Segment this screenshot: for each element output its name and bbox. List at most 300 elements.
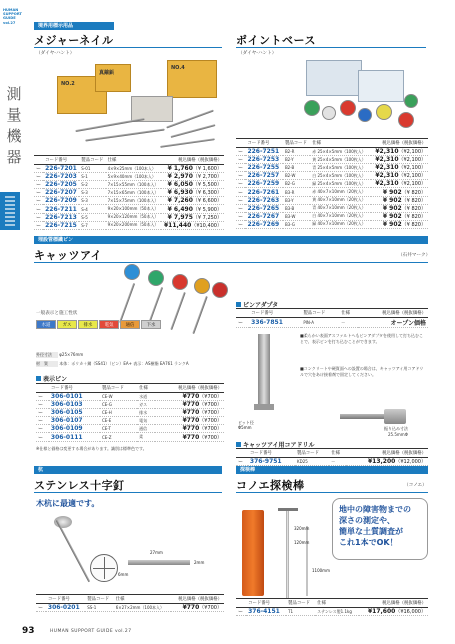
page-footer <box>0 622 455 644</box>
price-tax-excluded: （¥10,400） <box>191 222 222 229</box>
spec: 9×20×100mm（50本入） <box>106 205 162 213</box>
spec: 9×20×200mm（50本入） <box>106 221 162 229</box>
spec: 赤 40×7×10mm（20枚入） <box>310 188 370 196</box>
color-chip: 電気 <box>99 320 119 329</box>
product-code: 336-7851 <box>249 318 301 328</box>
product-code: 376-4151 <box>246 608 286 616</box>
price-tax-excluded: （¥ 6,300） <box>192 190 222 197</box>
col-header: コード番号 <box>43 156 79 165</box>
col-header: 税込価格（税抜価格） <box>371 139 428 148</box>
price <box>161 213 224 221</box>
spec: 水道 <box>137 393 155 401</box>
row-mark: ー <box>36 417 49 425</box>
price-value: ¥ 902 <box>382 204 402 212</box>
price-tax-excluded: （¥ 2,700） <box>192 174 222 181</box>
price-tax-excluded: （¥700） <box>199 418 222 425</box>
price-value: ¥770 <box>182 401 200 409</box>
spec: 白 25×4×5mm（100枚入） <box>310 172 370 180</box>
probe-handle <box>278 508 298 511</box>
model-code: B3-G <box>283 220 310 228</box>
price <box>155 393 224 401</box>
red-pin-cap <box>212 282 228 298</box>
stainless-nail-photo <box>40 510 220 590</box>
price-value: ¥770 <box>182 393 200 401</box>
pin-shaft <box>192 296 208 334</box>
price <box>161 173 224 181</box>
col-header <box>36 384 49 393</box>
measure-nail-photo <box>55 58 223 153</box>
dim-label: 2mm <box>194 560 205 565</box>
product-code: 306-0107 <box>49 417 100 425</box>
price <box>371 172 428 180</box>
price-tax-excluded: （¥ 5,900） <box>192 206 222 213</box>
product-code: 226-7213 <box>43 213 79 221</box>
spec: 5×9×40mm（100本入） <box>106 173 162 181</box>
cone-probe-table <box>236 598 428 616</box>
red-pin-cap <box>172 274 188 290</box>
model-code: B2-W <box>283 172 310 180</box>
nail-side-view <box>128 560 190 565</box>
white-disk <box>322 106 336 120</box>
product-code: 226-7255 <box>245 164 282 172</box>
callout-line: これ1本でOK！ <box>339 538 398 547</box>
table-row <box>236 156 428 164</box>
model-code: CE-W <box>100 393 137 401</box>
price <box>155 401 224 409</box>
spec: ガス <box>137 401 155 409</box>
spec: 青 25×4×5mm（100枚入） <box>310 164 370 172</box>
price-value: ¥2,310 <box>375 164 399 172</box>
color-chip: 通信 <box>120 320 140 329</box>
table-row <box>34 189 224 197</box>
price-tax-excluded: （¥700） <box>199 434 222 441</box>
row-mark: ー <box>34 173 43 181</box>
box-label: NO.4 <box>171 65 185 71</box>
col-header <box>236 139 245 148</box>
product-code: 226-7269 <box>245 220 282 228</box>
dim-label <box>238 420 254 430</box>
title-rule <box>34 492 222 493</box>
col-header: 製品コード <box>79 156 105 165</box>
price-tax-excluded: （¥2,100） <box>398 157 426 164</box>
material-row <box>36 361 222 367</box>
section-heading <box>36 374 67 383</box>
category-bar: 埋設管標識ピン <box>34 236 428 244</box>
product-code: 226-7211 <box>43 205 79 213</box>
price <box>359 608 428 616</box>
model-code: S-3 <box>79 197 105 205</box>
price-value: ¥ 6,930 <box>167 189 193 197</box>
product-code: 226-7251 <box>245 148 282 156</box>
row-mark: ー <box>36 425 49 433</box>
table-row <box>236 220 428 228</box>
col-header: 仕様 <box>315 599 358 608</box>
model-code: CE-H <box>100 409 137 417</box>
col-header: 税込価格（税抜価格） <box>346 449 428 458</box>
price-value: ¥ 7,975 <box>167 213 193 221</box>
green-disk <box>404 94 418 108</box>
row-mark: ー <box>236 196 245 204</box>
table-row <box>236 204 428 212</box>
drill-head <box>384 409 406 424</box>
green-disk <box>304 100 320 116</box>
box-label: NO.2 <box>61 81 75 87</box>
price-tax-excluded: （¥700） <box>199 605 222 612</box>
product-code: 226-7215 <box>43 221 79 229</box>
table-row <box>36 401 224 409</box>
row-mark: ー <box>36 604 46 612</box>
row-mark: ー <box>236 180 245 188</box>
col-header: 製品コード <box>301 309 339 318</box>
product-title: メジャーネイル <box>34 34 114 47</box>
model-code: S-7 <box>79 221 105 229</box>
spec: 電気 <box>137 417 155 425</box>
index-tab[interactable] <box>0 192 20 230</box>
price <box>371 188 428 196</box>
price-value: ¥2,310 <box>375 148 399 156</box>
price-value: ¥ 7,260 <box>167 197 193 205</box>
title-rule <box>34 47 222 48</box>
dim-label: 27mm <box>150 550 163 555</box>
dim-label: 320mm <box>294 526 310 531</box>
product-box <box>306 60 362 96</box>
section-heading-text: キャッツアイ用コアドリル <box>243 442 315 449</box>
tagline: 木杭に最適です。 <box>36 499 100 508</box>
col-header <box>36 595 46 604</box>
heading-marker <box>236 302 241 307</box>
price-value: ¥ 902 <box>382 220 402 228</box>
table-row <box>236 188 428 196</box>
product-code: 226-7203 <box>43 173 79 181</box>
orange-pin-cap <box>194 278 210 294</box>
category-bar: 境界用標示用品 <box>34 22 114 30</box>
product-code: 226-7265 <box>245 204 282 212</box>
product-code: 306-0111 <box>49 433 100 441</box>
model-code: S-01 <box>79 165 105 173</box>
spec: ー <box>329 458 346 466</box>
price-tax-excluded: （¥ 820） <box>401 221 426 228</box>
spec: 7×15×65mm（100本入） <box>106 189 162 197</box>
heading-marker <box>36 376 41 381</box>
dim-label: 6mm <box>118 572 129 577</box>
product-code: 226-7201 <box>43 165 79 173</box>
row-mark: ー <box>36 433 49 441</box>
nail-shaft <box>56 520 91 583</box>
table-row <box>36 409 224 417</box>
price-value: ¥770 <box>182 604 200 612</box>
price <box>371 212 428 220</box>
vertical-char: 器 <box>6 148 22 166</box>
callout-line: 簡単な土質調査が <box>339 527 403 536</box>
price-tax-excluded: （¥12,000） <box>395 459 426 466</box>
size-label: 外径寸法 <box>36 352 58 358</box>
row-mark: ー <box>34 221 43 229</box>
model-code: CE-E <box>100 417 137 425</box>
table-row <box>34 197 224 205</box>
price <box>171 604 224 612</box>
product-code: 306-0103 <box>49 401 100 409</box>
price-value: ¥ 902 <box>382 188 402 196</box>
product-code: 226-7257 <box>245 172 282 180</box>
nail <box>85 128 164 141</box>
pin-adapter-photo <box>238 330 298 440</box>
table-row <box>36 393 224 401</box>
maker-label: （ダイヤ-ハント） <box>238 51 277 56</box>
price-tax-excluded: （¥ 7,250） <box>192 214 222 221</box>
pin-shaft <box>119 283 135 323</box>
table-row <box>236 458 428 466</box>
col-header: 税込価格（税抜価格） <box>171 595 224 604</box>
table-row <box>36 417 224 425</box>
color-chip: 下水 <box>141 320 161 329</box>
row-mark: ー <box>236 458 248 466</box>
dim-label: 1100mm <box>312 568 330 573</box>
section-vertical-title <box>6 84 22 168</box>
model-code: B2-B <box>283 164 310 172</box>
row-mark: ー <box>34 205 43 213</box>
price-value: ¥ 902 <box>382 212 402 220</box>
color-chip: 水道 <box>36 320 56 329</box>
nail-box <box>95 64 131 92</box>
col-header: 仕様 <box>137 384 155 393</box>
adapter-tip <box>254 404 274 410</box>
vertical-char: 機 <box>6 127 22 145</box>
col-header: 製品コード <box>85 595 114 604</box>
product-code: 226-7205 <box>43 181 79 189</box>
table-row <box>36 604 224 612</box>
model-code: B3-B <box>283 204 310 212</box>
table-row <box>36 425 224 433</box>
feature-callout <box>332 498 428 560</box>
model-code: CE-T <box>100 425 137 433</box>
product-code: 306-0109 <box>49 425 100 433</box>
col-header: 仕様 <box>310 139 370 148</box>
col-header: コード番号 <box>49 384 100 393</box>
title-rule <box>236 492 428 493</box>
price-tax-excluded: （¥ 820） <box>401 213 426 220</box>
box-label: 真鍮鋲 <box>99 70 115 76</box>
price-value: ¥770 <box>182 433 200 441</box>
price-tax-excluded: （¥ 820） <box>401 197 426 204</box>
row-mark: ー <box>236 318 249 328</box>
row-mark: ー <box>34 181 43 189</box>
dim-text: Φ5mm <box>238 425 252 430</box>
chips-caption: 一般表示と施工性状 <box>36 311 78 316</box>
price <box>371 220 428 228</box>
spec: 赤 25×4×5mm（100枚入） <box>310 148 370 156</box>
price-tax-excluded: （¥ 1,600） <box>192 166 222 173</box>
price <box>155 409 224 417</box>
col-header: 税込価格（税抜価格） <box>161 156 224 165</box>
col-header <box>236 599 246 608</box>
model-code: B2-Y <box>283 156 310 164</box>
adapter-body <box>258 334 270 404</box>
col-header: 仕様 <box>329 449 346 458</box>
price <box>371 180 428 188</box>
price-tax-excluded: （¥ 820） <box>401 189 426 196</box>
price-value: ¥ 6,490 <box>167 205 193 213</box>
table-row <box>236 172 428 180</box>
nail-head-top-view <box>90 554 118 582</box>
footnote: ※仕様と価格は変更する場合があります。識別は標準色です。 <box>36 446 147 451</box>
material-label: 材 質 <box>36 361 58 367</box>
color-chip: ガス <box>57 320 77 329</box>
size-value: φ25×76mm <box>59 352 84 357</box>
product-title: コノエ探検棒 <box>236 479 305 492</box>
row-mark: ー <box>236 156 245 164</box>
model-code: S-3 <box>79 189 105 197</box>
row-mark: ー <box>236 204 245 212</box>
product-code: 226-7261 <box>245 188 282 196</box>
product-code: 376-9751 <box>248 458 295 466</box>
stainless-nail-table <box>36 594 224 612</box>
row-mark: ー <box>34 189 43 197</box>
model-code: B2-G <box>283 180 310 188</box>
col-header: コード番号 <box>249 309 301 318</box>
col-header <box>236 309 249 318</box>
cats-eye-table <box>36 383 224 442</box>
table-row <box>34 205 224 213</box>
product-code: 226-7259 <box>245 180 282 188</box>
table-row <box>34 213 224 221</box>
col-header: 税込価格（税抜価格） <box>359 599 428 608</box>
adapter-note: ■柔らかい表面アスファルトへもピンアダプタを使用して打ち込むことで、表示ピンを打ち込むことができます。 <box>300 333 423 344</box>
col-header <box>236 449 248 458</box>
price-tax-excluded: （¥16,000） <box>395 609 426 616</box>
section-heading-text: ピンアダプタ <box>243 302 279 309</box>
col-header: コード番号 <box>245 139 282 148</box>
product-code: 306-0101 <box>49 393 100 401</box>
price-tax-excluded: （¥700） <box>199 394 222 401</box>
model-code: S-1 <box>79 173 105 181</box>
table-row <box>236 180 428 188</box>
price-tax-excluded: （¥2,100） <box>398 181 426 188</box>
table-row <box>34 165 224 173</box>
col-header: コード番号 <box>246 599 286 608</box>
probe-rod <box>286 510 289 598</box>
model-code: PIN-A <box>301 318 339 328</box>
model-code: B3-W <box>283 212 310 220</box>
price-value: ¥ 6,050 <box>167 181 193 189</box>
col-header: 仕様 <box>106 156 162 165</box>
callout-line: 深さの測定や、 <box>339 516 395 525</box>
price <box>161 189 224 197</box>
row-mark: ー <box>236 164 245 172</box>
adapter-note: ■コンクリートや硬質面への設置の場合は、キャッツアイ用コアドリルで穴をあけ接着剤で固定してください。 <box>300 366 424 377</box>
pin-shaft <box>170 292 186 330</box>
price-tax-excluded: （¥ 820） <box>401 205 426 212</box>
model-code: CE-G <box>100 401 137 409</box>
maker-label: （コノエ） <box>404 483 427 488</box>
price <box>155 425 224 433</box>
col-header: 製品コード <box>283 139 310 148</box>
price-tax-excluded: （¥ 6,600） <box>192 198 222 205</box>
price-value: ¥17,600 <box>367 608 396 616</box>
product-box <box>358 70 404 102</box>
price-value: ¥11,440 <box>163 221 192 229</box>
nail <box>171 124 216 138</box>
col-header: 仕様 <box>114 595 172 604</box>
spec: 9×20×120mm（50本入） <box>106 213 162 221</box>
spec: 7×15×75mm（100本入） <box>106 197 162 205</box>
row-mark: ー <box>236 188 245 196</box>
size-row <box>36 352 83 358</box>
maker-label: （ダイヤ-ハント） <box>36 51 75 56</box>
nail <box>160 138 215 148</box>
price-value: ¥ 1,760 <box>167 165 193 173</box>
row-mark: ー <box>34 213 43 221</box>
page-number: 93 <box>22 626 35 636</box>
spec: 緑 25×4×5mm（100枚入） <box>310 180 370 188</box>
blue-disk <box>358 108 372 122</box>
price <box>371 204 428 212</box>
table-row <box>236 212 428 220</box>
product-code: 226-7207 <box>43 189 79 197</box>
price-value: ¥ 2,970 <box>167 173 193 181</box>
row-mark: ー <box>236 608 246 616</box>
spec: 白 40×7×10mm（20枚入） <box>310 212 370 220</box>
point-base-photo <box>300 56 425 136</box>
price-value: ¥770 <box>182 425 200 433</box>
price <box>161 181 224 189</box>
table-row <box>236 608 428 616</box>
sidebar <box>0 0 20 644</box>
blue-pin-cap <box>124 264 140 280</box>
maker-label: （石井マーク） <box>398 253 431 258</box>
model-code: S-2 <box>79 181 105 189</box>
spec: 4×9×25mm（100本入） <box>106 165 162 173</box>
vertical-char: 量 <box>6 106 22 124</box>
product-code: 226-7267 <box>245 212 282 220</box>
model-code: B3-R <box>283 188 310 196</box>
color-chip-row <box>36 320 161 329</box>
product-title: ステンレス十字釘 <box>34 479 125 492</box>
price <box>371 164 428 172</box>
dim-text: 振り込み寸法 <box>384 426 408 431</box>
dim-label: 120mm <box>294 540 310 545</box>
heading-marker <box>236 442 241 447</box>
row-mark: ー <box>236 220 245 228</box>
core-drill-photo <box>340 400 420 434</box>
price-value: ¥ 902 <box>382 196 402 204</box>
spec: 黄 40×7×10mm（20枚入） <box>310 196 370 204</box>
table-row <box>236 318 428 328</box>
spec: 柔 <box>137 433 155 441</box>
col-header: 製品コード <box>286 599 315 608</box>
model-code: B3-Y <box>283 196 310 204</box>
row-mark: ー <box>34 165 43 173</box>
row-mark: ー <box>236 148 245 156</box>
yellow-disk <box>376 104 392 120</box>
col-header: コード番号 <box>46 595 85 604</box>
table-row <box>236 196 428 204</box>
color-chip: 排水 <box>78 320 98 329</box>
price <box>161 221 224 229</box>
model-code: SS-1 <box>85 604 114 612</box>
price-value: ¥770 <box>182 417 200 425</box>
row-mark: ー <box>236 172 245 180</box>
vertical-char: 測 <box>6 85 22 103</box>
row-mark: ー <box>236 212 245 220</box>
price-value: ¥2,310 <box>375 156 399 164</box>
row-mark: ー <box>36 393 49 401</box>
price <box>161 165 224 173</box>
spec: 通信 <box>137 425 155 433</box>
price-tax-excluded: （¥2,100） <box>398 149 426 156</box>
probe-rod <box>306 526 308 596</box>
nail-box <box>167 60 217 98</box>
product-code: 306-0105 <box>49 409 100 417</box>
